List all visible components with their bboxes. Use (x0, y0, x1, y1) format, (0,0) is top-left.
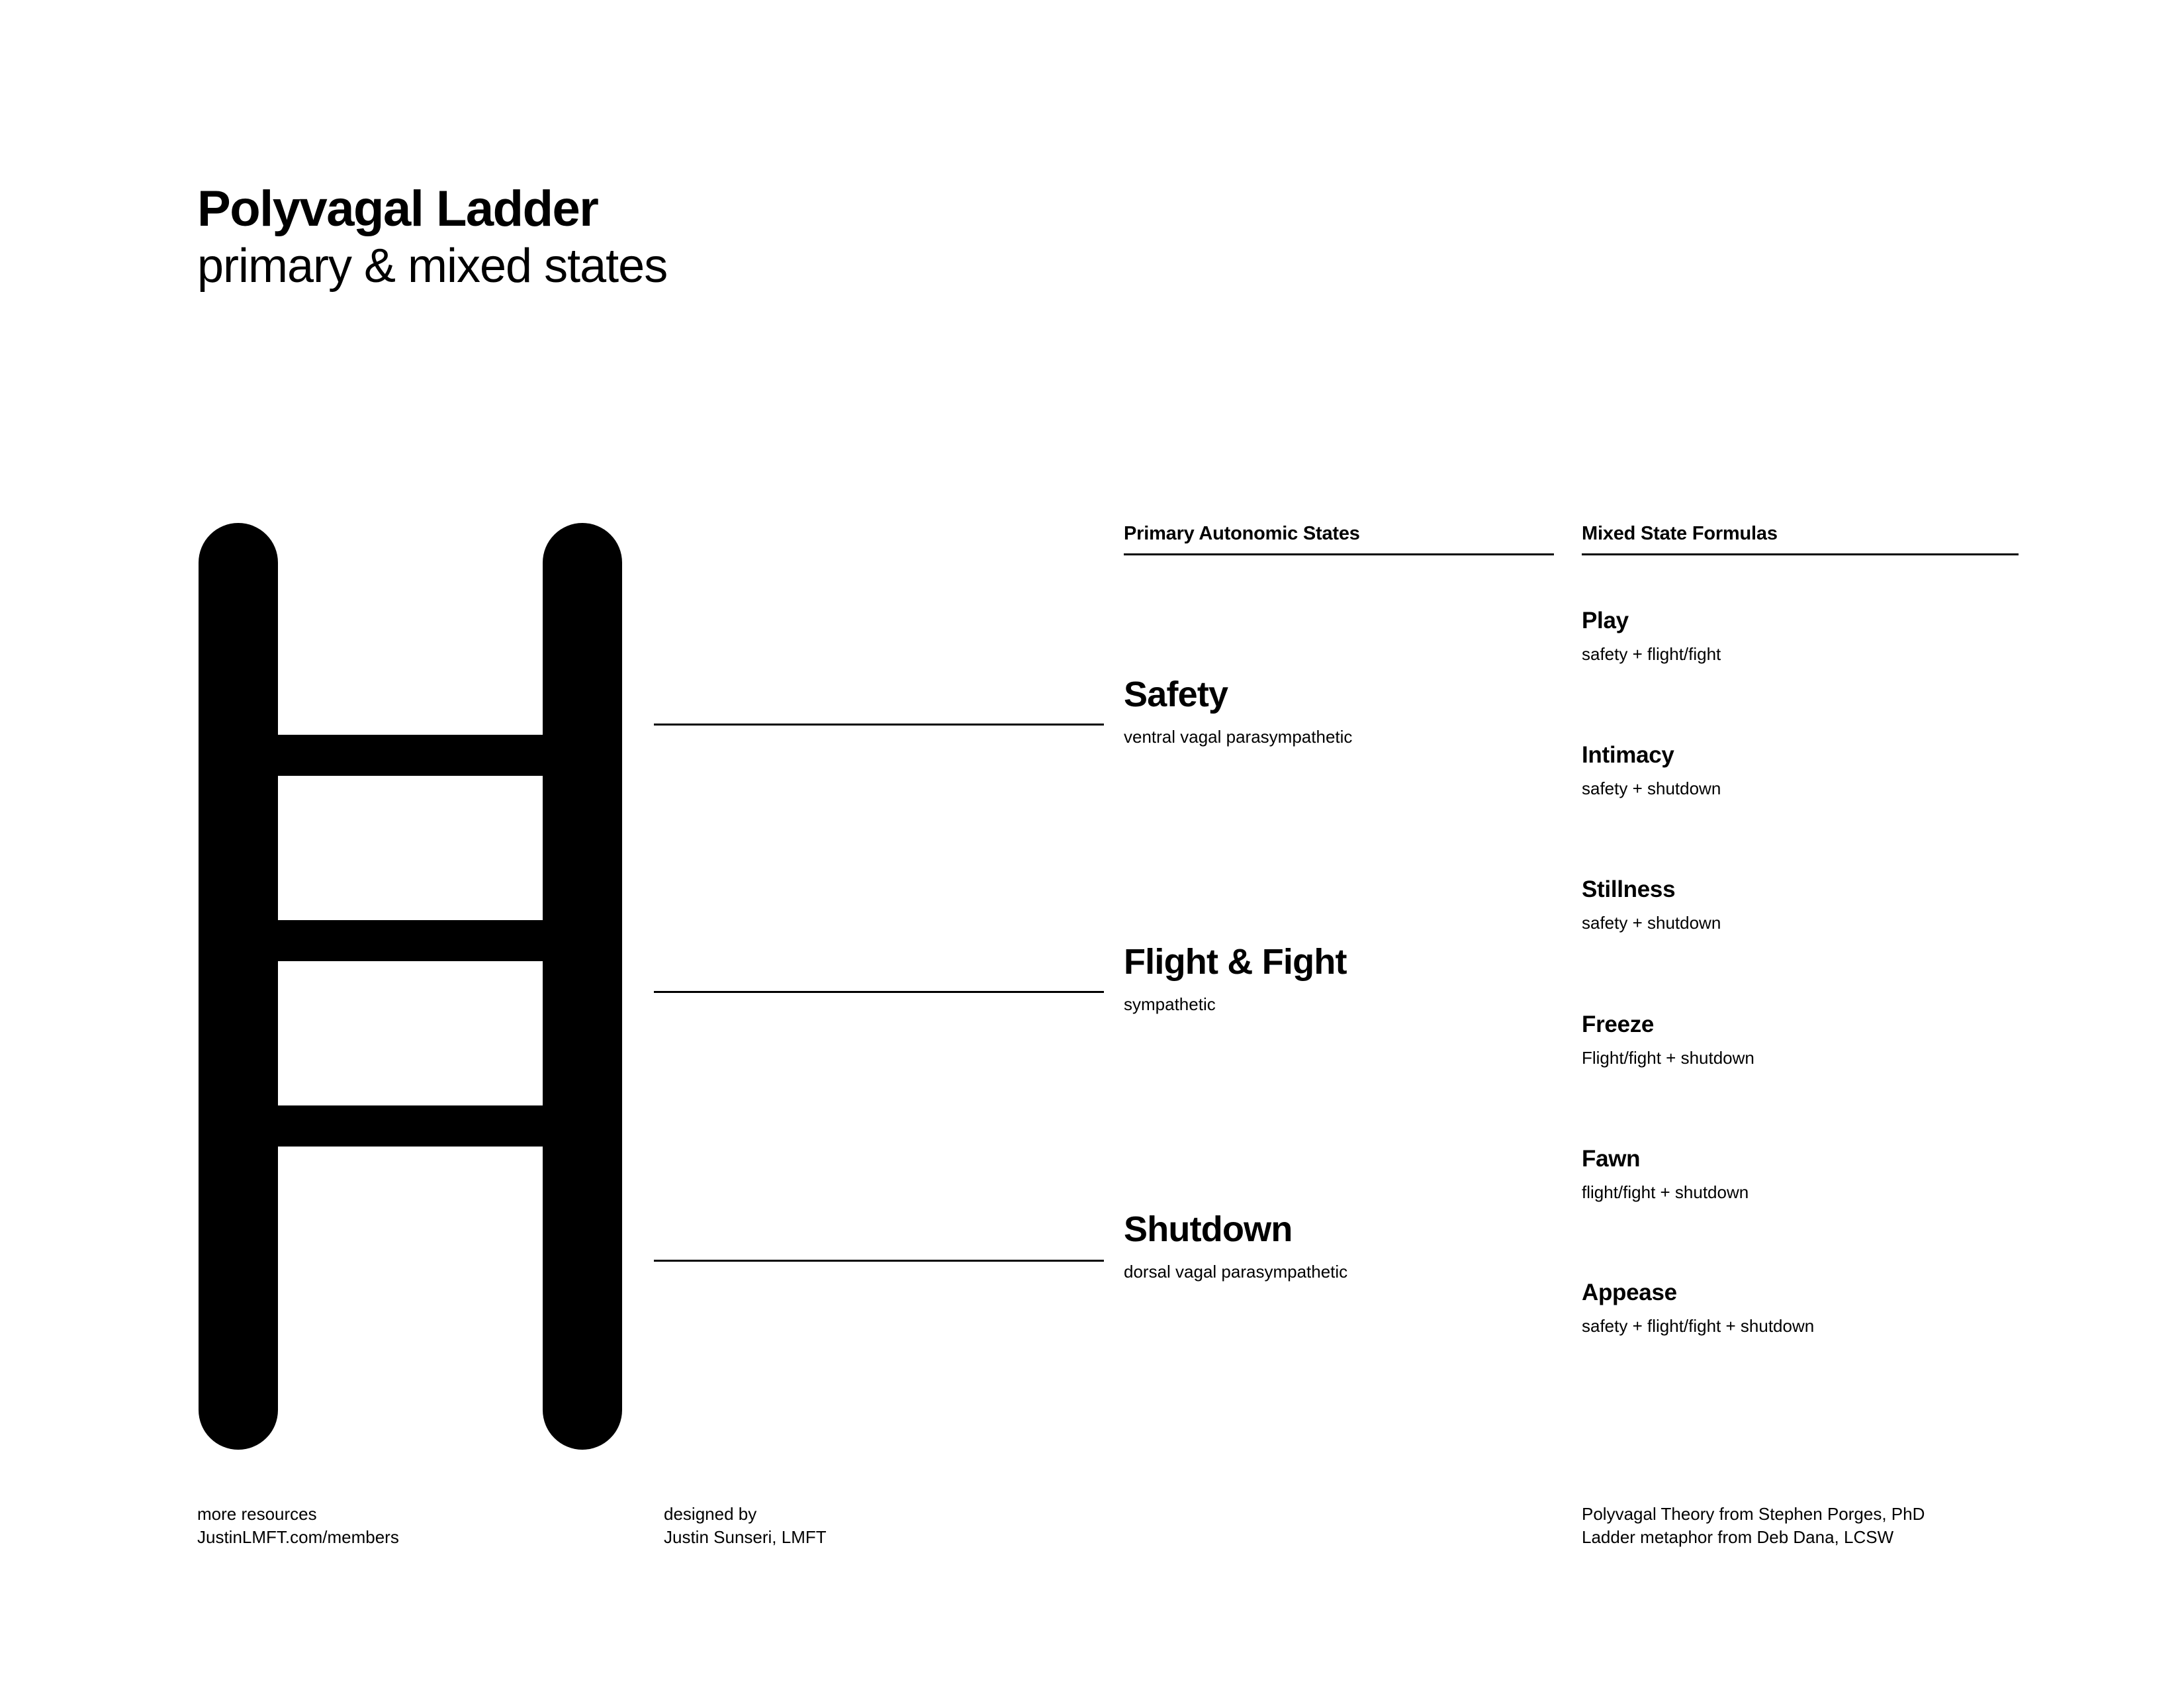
primary-states-heading-label: Primary Autonomic States (1124, 523, 1360, 544)
mixed-state-intimacy (1582, 743, 1721, 799)
footer-resources-link[interactable]: JustinLMFT.com/members (197, 1526, 399, 1547)
primary-state-name: Shutdown (1124, 1209, 1293, 1249)
footer-credits (1582, 1503, 1925, 1548)
footer-designer-name: Justin Sunseri, LMFT (664, 1526, 827, 1547)
ladder-illustration (199, 523, 622, 1450)
primary-state-description: ventral vagal parasympathetic (1124, 727, 1353, 747)
mixed-state-fawn (1582, 1147, 1749, 1203)
mixed-states-heading (1582, 523, 2019, 555)
footer-resources (197, 1503, 399, 1548)
footer-designed-label: designed by (664, 1504, 757, 1524)
mixed-state-name: Intimacy (1582, 742, 1674, 768)
ladder-rung-bottom (265, 1105, 556, 1147)
mixed-state-freeze (1582, 1013, 1754, 1068)
mixed-states-heading-label: Mixed State Formulas (1582, 523, 1778, 544)
primary-states-heading-rule (1124, 553, 1554, 555)
mixed-state-formula: safety + flight/fight + shutdown (1582, 1316, 1815, 1336)
mixed-state-formula: safety + shutdown (1582, 913, 1721, 933)
connector-line-safety (654, 724, 1104, 726)
mixed-state-formula: safety + shutdown (1582, 778, 1721, 798)
primary-state-safety (1124, 677, 1352, 747)
mixed-state-stillness (1582, 878, 1721, 933)
primary-state-description: dorsal vagal parasympathetic (1124, 1262, 1348, 1282)
page-title: Polyvagal Ladder (197, 181, 598, 237)
connector-line-shutdown (654, 1260, 1104, 1262)
primary-state-shutdown (1124, 1211, 1347, 1282)
page-subtitle: primary & mixed states (197, 240, 668, 293)
primary-state-description: sympathetic (1124, 994, 1216, 1014)
footer-designer (664, 1503, 827, 1548)
mixed-state-name: Appease (1582, 1280, 1677, 1305)
footer-resources-label: more resources (197, 1504, 317, 1524)
ladder-left-rail (199, 523, 278, 1450)
primary-state-name: Safety (1124, 675, 1228, 714)
ladder-rung-middle (265, 920, 556, 961)
mixed-state-appease (1582, 1281, 1814, 1336)
ladder-right-rail (543, 523, 622, 1450)
page-title-block (197, 181, 668, 293)
ladder-rung-top (265, 735, 556, 776)
primary-state-flight-fight (1124, 944, 1347, 1015)
primary-state-name: Flight & Fight (1124, 942, 1347, 982)
mixed-state-name: Freeze (1582, 1011, 1655, 1037)
mixed-state-formula: flight/fight + shutdown (1582, 1182, 1749, 1202)
mixed-state-play (1582, 609, 1721, 665)
mixed-state-formula: Flight/fight + shutdown (1582, 1048, 1754, 1068)
mixed-states-heading-rule (1582, 553, 2019, 555)
mixed-state-formula: safety + flight/fight (1582, 644, 1721, 664)
mixed-state-name: Stillness (1582, 876, 1676, 902)
mixed-state-name: Fawn (1582, 1146, 1641, 1172)
primary-states-heading (1124, 523, 1554, 555)
footer-credit-metaphor: Ladder metaphor from Deb Dana, LCSW (1582, 1526, 1894, 1547)
connector-line-flight-fight (654, 991, 1104, 993)
mixed-state-name: Play (1582, 608, 1629, 633)
footer-credit-theory: Polyvagal Theory from Stephen Porges, PhD (1582, 1504, 1925, 1524)
